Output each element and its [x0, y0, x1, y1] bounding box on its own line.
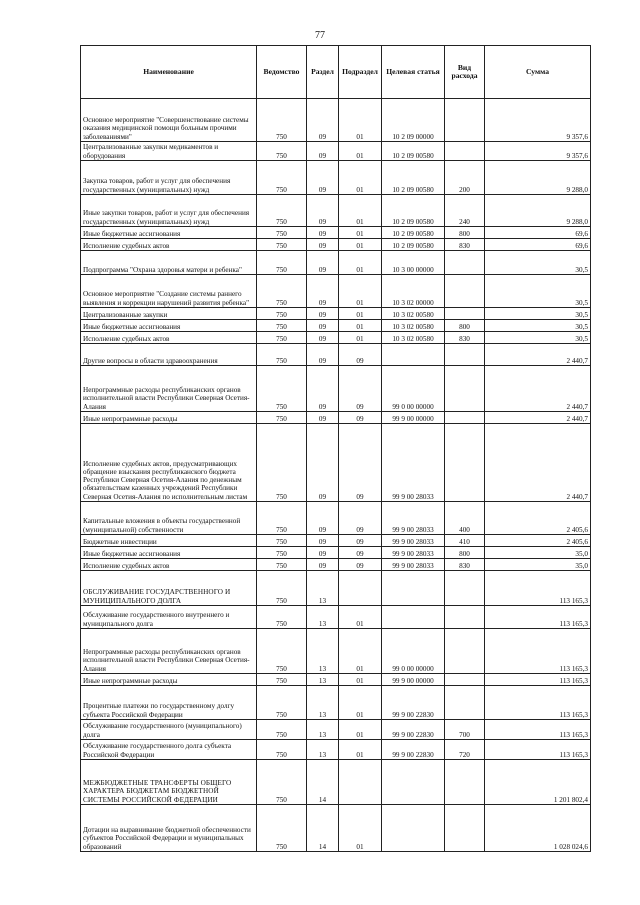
- table-row: [81, 195, 591, 227]
- column-header-name: Наименование: [81, 46, 257, 99]
- cell-section: 13: [307, 720, 339, 740]
- cell-amount: 30,5: [485, 308, 591, 320]
- cell-target: [382, 805, 445, 852]
- cell-amount: 30,5: [485, 275, 591, 308]
- cell-expense-type: 240: [445, 195, 485, 227]
- cell-expense-type: 800: [445, 547, 485, 559]
- cell-amount: 69,6: [485, 227, 591, 239]
- cell-expense-type: [445, 142, 485, 161]
- cell-expense-type: [445, 366, 485, 412]
- cell-department: 750: [257, 142, 307, 161]
- cell-expense-type: [445, 805, 485, 852]
- cell-amount: 2 440,7: [485, 412, 591, 424]
- cell-section: 09: [307, 412, 339, 424]
- cell-section: 09: [307, 320, 339, 332]
- cell-expense-type: [445, 412, 485, 424]
- cell-subsection: 01: [339, 629, 382, 674]
- table-row: [81, 239, 591, 251]
- table-row: [81, 571, 591, 606]
- cell-amount: 35,0: [485, 547, 591, 559]
- cell-target: 99 9 00 28033: [382, 535, 445, 547]
- cell-subsection: 01: [339, 195, 382, 227]
- column-header-target: Целевая статья: [382, 46, 445, 99]
- cell-amount: 113 165,3: [485, 629, 591, 674]
- cell-expense-type: [445, 251, 485, 275]
- cell-name: Подпрограмма "Охрана здоровья матери и ребенка": [81, 251, 257, 275]
- table-row: [81, 308, 591, 320]
- cell-subsection: 01: [339, 308, 382, 320]
- cell-expense-type: 830: [445, 239, 485, 251]
- cell-section: 09: [307, 161, 339, 195]
- cell-section: 09: [307, 559, 339, 571]
- cell-section: 13: [307, 740, 339, 760]
- cell-amount: 30,5: [485, 320, 591, 332]
- cell-department: 750: [257, 424, 307, 502]
- cell-section: 09: [307, 424, 339, 502]
- cell-section: 13: [307, 629, 339, 674]
- column-header-section: Раздел: [307, 46, 339, 99]
- cell-amount: 9 357,6: [485, 142, 591, 161]
- cell-name: Иные бюджетные ассигнования: [81, 227, 257, 239]
- cell-target: 99 9 00 22830: [382, 740, 445, 760]
- cell-expense-type: 410: [445, 535, 485, 547]
- cell-subsection: 01: [339, 686, 382, 720]
- cell-name: Исполнение судебных актов: [81, 559, 257, 571]
- column-header-amount: Сумма: [485, 46, 591, 99]
- cell-target: 99 9 00 28033: [382, 424, 445, 502]
- cell-department: 750: [257, 674, 307, 686]
- table-row: [81, 720, 591, 740]
- table-row: [81, 366, 591, 412]
- cell-subsection: 09: [339, 535, 382, 547]
- cell-amount: 30,5: [485, 251, 591, 275]
- cell-department: 750: [257, 629, 307, 674]
- cell-amount: 113 165,3: [485, 571, 591, 606]
- table-row: [81, 332, 591, 344]
- cell-department: 750: [257, 320, 307, 332]
- table-row: [81, 760, 591, 805]
- cell-amount: 35,0: [485, 559, 591, 571]
- cell-subsection: 09: [339, 559, 382, 571]
- cell-target: 10 3 02 00580: [382, 308, 445, 320]
- cell-name: Другие вопросы в области здравоохранения: [81, 344, 257, 366]
- cell-name: Иные бюджетные ассигнования: [81, 547, 257, 559]
- column-header-subsection: Подраздел: [339, 46, 382, 99]
- cell-expense-type: [445, 571, 485, 606]
- cell-section: 13: [307, 674, 339, 686]
- cell-expense-type: 700: [445, 720, 485, 740]
- cell-subsection: 09: [339, 502, 382, 535]
- cell-name: Исполнение судебных актов: [81, 239, 257, 251]
- table-row: [81, 320, 591, 332]
- cell-subsection: 01: [339, 99, 382, 142]
- cell-target: 99 0 00 00000: [382, 629, 445, 674]
- cell-expense-type: [445, 760, 485, 805]
- table-row: [81, 502, 591, 535]
- cell-department: 750: [257, 195, 307, 227]
- table-row: [81, 629, 591, 674]
- cell-subsection: 09: [339, 344, 382, 366]
- cell-target: 10 2 09 00580: [382, 142, 445, 161]
- cell-subsection: 01: [339, 606, 382, 629]
- cell-section: 09: [307, 535, 339, 547]
- cell-subsection: 09: [339, 366, 382, 412]
- cell-section: 09: [307, 227, 339, 239]
- cell-name: Централизованные закупки медикаментов и оборудования: [81, 142, 257, 161]
- cell-name: Непрограммные расходы республиканских органов исполнительной власти Республики Северная Осетия-Алания: [81, 366, 257, 412]
- cell-target: 10 3 02 00000: [382, 275, 445, 308]
- cell-target: 10 2 09 00580: [382, 161, 445, 195]
- cell-amount: 113 165,3: [485, 674, 591, 686]
- cell-subsection: 01: [339, 332, 382, 344]
- cell-subsection: 01: [339, 161, 382, 195]
- cell-target: 10 2 09 00580: [382, 227, 445, 239]
- cell-department: 750: [257, 275, 307, 308]
- cell-target: [382, 606, 445, 629]
- cell-department: 750: [257, 308, 307, 320]
- cell-amount: 30,5: [485, 332, 591, 344]
- table-row: [81, 161, 591, 195]
- cell-name: Процентные платежи по государственному долгу субъекта Российской Федерации: [81, 686, 257, 720]
- table-row: [81, 99, 591, 142]
- cell-amount: 2 440,7: [485, 366, 591, 412]
- cell-amount: 2 405,6: [485, 535, 591, 547]
- table-row: [81, 674, 591, 686]
- cell-subsection: 09: [339, 412, 382, 424]
- cell-section: 09: [307, 344, 339, 366]
- cell-expense-type: 720: [445, 740, 485, 760]
- cell-expense-type: [445, 308, 485, 320]
- cell-target: [382, 344, 445, 366]
- cell-department: 750: [257, 606, 307, 629]
- cell-department: 750: [257, 251, 307, 275]
- cell-department: 750: [257, 239, 307, 251]
- cell-amount: 9 357,6: [485, 99, 591, 142]
- table-row: [81, 559, 591, 571]
- cell-department: 750: [257, 502, 307, 535]
- cell-section: 09: [307, 308, 339, 320]
- cell-section: 09: [307, 239, 339, 251]
- cell-expense-type: 800: [445, 227, 485, 239]
- cell-department: 750: [257, 366, 307, 412]
- cell-target: [382, 571, 445, 606]
- cell-section: 09: [307, 366, 339, 412]
- cell-department: 750: [257, 412, 307, 424]
- cell-name: Основное мероприятие "Совершенствование системы оказания медицинской помощи больным прочими заболеваниями": [81, 99, 257, 142]
- cell-subsection: [339, 760, 382, 805]
- cell-expense-type: [445, 99, 485, 142]
- cell-expense-type: [445, 686, 485, 720]
- cell-section: 13: [307, 686, 339, 720]
- cell-name: Обслуживание государственного внутреннего и муниципального долга: [81, 606, 257, 629]
- cell-amount: 9 288,0: [485, 161, 591, 195]
- cell-subsection: 09: [339, 424, 382, 502]
- table-row: [81, 412, 591, 424]
- page-number: 77: [315, 30, 325, 41]
- cell-name: Дотации на выравнивание бюджетной обеспеченности субъектов Российской Федерации и муниципальных образований: [81, 805, 257, 852]
- cell-amount: 113 165,3: [485, 606, 591, 629]
- cell-name: Централизованные закупки: [81, 308, 257, 320]
- cell-target: 99 9 00 28033: [382, 547, 445, 559]
- cell-department: 750: [257, 161, 307, 195]
- cell-expense-type: [445, 424, 485, 502]
- cell-target: 99 9 00 28033: [382, 502, 445, 535]
- cell-expense-type: [445, 275, 485, 308]
- cell-target: 99 9 00 00000: [382, 412, 445, 424]
- cell-section: 14: [307, 805, 339, 852]
- cell-name: Бюджетные инвестиции: [81, 535, 257, 547]
- table-row: [81, 740, 591, 760]
- cell-expense-type: [445, 629, 485, 674]
- cell-name: Иные бюджетные ассигнования: [81, 320, 257, 332]
- cell-target: 10 2 09 00000: [382, 99, 445, 142]
- cell-name: Основное мероприятие "Создание системы раннего выявления и коррекции нарушений развития ребенка": [81, 275, 257, 308]
- cell-department: 750: [257, 760, 307, 805]
- cell-name: Исполнение судебных актов: [81, 332, 257, 344]
- cell-expense-type: 400: [445, 502, 485, 535]
- cell-target: 99 9 00 00000: [382, 674, 445, 686]
- cell-subsection: 01: [339, 805, 382, 852]
- cell-amount: 2 440,7: [485, 424, 591, 502]
- table-row: [81, 686, 591, 720]
- cell-department: 750: [257, 99, 307, 142]
- cell-expense-type: [445, 674, 485, 686]
- cell-target: 99 9 00 22830: [382, 686, 445, 720]
- cell-target: 10 2 09 00580: [382, 239, 445, 251]
- table-row: [81, 275, 591, 308]
- table-row: [81, 251, 591, 275]
- cell-subsection: 01: [339, 674, 382, 686]
- cell-department: 750: [257, 686, 307, 720]
- cell-name: Обслуживание государственного долга субъекта Российской Федерации: [81, 740, 257, 760]
- cell-expense-type: 800: [445, 320, 485, 332]
- cell-department: 750: [257, 559, 307, 571]
- cell-subsection: 01: [339, 320, 382, 332]
- cell-name: Исполнение судебных актов, предусматривающих обращение взыскания республиканского бюджета Республики Северная Осетия-Алания по денежным обязательствам казенных учреждений Республики Северная Осетия-Алания по исполнительным листам: [81, 424, 257, 502]
- table-body: [81, 99, 591, 852]
- cell-section: 09: [307, 275, 339, 308]
- table-row: [81, 344, 591, 366]
- cell-target: [382, 760, 445, 805]
- table-row: [81, 227, 591, 239]
- table-row: [81, 606, 591, 629]
- column-header-department: Ведомство: [257, 46, 307, 99]
- table-row: [81, 424, 591, 502]
- cell-department: 750: [257, 571, 307, 606]
- cell-expense-type: [445, 344, 485, 366]
- cell-name: Иные закупки товаров, работ и услуг для обеспечения государственных (муниципальных) нужд: [81, 195, 257, 227]
- cell-name: Иные непрограммные расходы: [81, 412, 257, 424]
- cell-expense-type: [445, 606, 485, 629]
- cell-target: 99 0 00 00000: [382, 366, 445, 412]
- cell-section: 09: [307, 99, 339, 142]
- cell-subsection: 01: [339, 251, 382, 275]
- cell-amount: 9 288,0: [485, 195, 591, 227]
- cell-section: 09: [307, 547, 339, 559]
- cell-expense-type: 200: [445, 161, 485, 195]
- cell-amount: 113 165,3: [485, 686, 591, 720]
- cell-section: 09: [307, 142, 339, 161]
- table-row: [81, 142, 591, 161]
- cell-department: 750: [257, 227, 307, 239]
- cell-subsection: 01: [339, 720, 382, 740]
- cell-amount: 2 405,6: [485, 502, 591, 535]
- column-header-expense-type: Вид расхода: [445, 46, 485, 99]
- cell-amount: 69,6: [485, 239, 591, 251]
- cell-subsection: [339, 571, 382, 606]
- table-row: [81, 535, 591, 547]
- cell-name: Иные непрограммные расходы: [81, 674, 257, 686]
- cell-target: 99 9 00 22830: [382, 720, 445, 740]
- cell-section: 09: [307, 195, 339, 227]
- cell-amount: 2 440,7: [485, 344, 591, 366]
- cell-section: 09: [307, 502, 339, 535]
- cell-section: 09: [307, 332, 339, 344]
- cell-department: 750: [257, 332, 307, 344]
- cell-section: 13: [307, 606, 339, 629]
- cell-target: 10 3 02 00580: [382, 320, 445, 332]
- cell-department: 750: [257, 720, 307, 740]
- cell-target: 10 3 00 00000: [382, 251, 445, 275]
- cell-target: 99 9 00 28033: [382, 559, 445, 571]
- cell-department: 750: [257, 740, 307, 760]
- cell-section: 14: [307, 760, 339, 805]
- cell-department: 750: [257, 547, 307, 559]
- cell-subsection: 09: [339, 547, 382, 559]
- cell-target: 10 3 02 00580: [382, 332, 445, 344]
- cell-amount: 113 165,3: [485, 720, 591, 740]
- cell-subsection: 01: [339, 142, 382, 161]
- cell-department: 750: [257, 805, 307, 852]
- cell-amount: 1 028 024,6: [485, 805, 591, 852]
- cell-subsection: 01: [339, 227, 382, 239]
- cell-subsection: 01: [339, 740, 382, 760]
- table-row: [81, 805, 591, 852]
- cell-subsection: 01: [339, 239, 382, 251]
- cell-section: 09: [307, 251, 339, 275]
- cell-name: Непрограммные расходы республиканских органов исполнительной власти Республики Северная Осетия-Алания: [81, 629, 257, 674]
- table-row: [81, 547, 591, 559]
- cell-name: Закупка товаров, работ и услуг для обеспечения государственных (муниципальных) нужд: [81, 161, 257, 195]
- cell-department: 750: [257, 344, 307, 366]
- cell-expense-type: 830: [445, 559, 485, 571]
- cell-section: 13: [307, 571, 339, 606]
- cell-name: МЕЖБЮДЖЕТНЫЕ ТРАНСФЕРТЫ ОБЩЕГО ХАРАКТЕРА БЮДЖЕТАМ БЮДЖЕТНОЙ СИСТЕМЫ РОССИЙСКОЙ ФЕДЕРАЦИИ: [81, 760, 257, 805]
- table-header-row: [81, 46, 591, 99]
- budget-table: [80, 45, 591, 852]
- cell-expense-type: 830: [445, 332, 485, 344]
- cell-department: 750: [257, 535, 307, 547]
- cell-name: Обслуживание государственного (муниципального) долга: [81, 720, 257, 740]
- cell-subsection: 01: [339, 275, 382, 308]
- cell-name: Капитальные вложения в объекты государственной (муниципальной) собственности: [81, 502, 257, 535]
- cell-name: ОБСЛУЖИВАНИЕ ГОСУДАРСТВЕННОГО И МУНИЦИПАЛЬНОГО ДОЛГА: [81, 571, 257, 606]
- cell-target: 10 2 09 00580: [382, 195, 445, 227]
- cell-amount: 113 165,3: [485, 740, 591, 760]
- cell-amount: 1 201 802,4: [485, 760, 591, 805]
